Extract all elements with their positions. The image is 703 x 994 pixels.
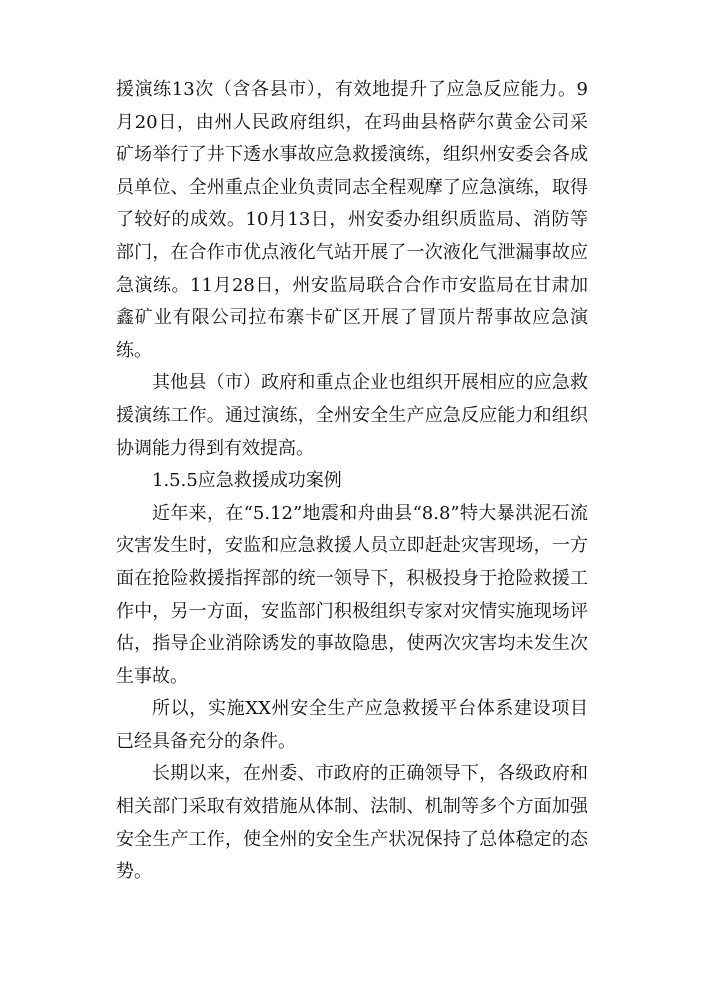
paragraph-county-drills: 其他县（市）政府和重点企业也组织开展相应的应急救援演练工作。通过演练，全州安全生产应急反应能力和组织协调能力得到有效提高。 xyxy=(116,372,588,459)
paragraph-drill-records: 援演练13次（含各县市），有效地提升了应急反应能力。9月20日，由州人民政府组织，在玛曲县格萨尔黄金公司采矿场举行了井下透水事故应急救援演练，组织州安委会各成员单位、全州重点企业负责同志全程观摩了应急演练，取得了较好的成效。10月13日，州安委办组织质监局、消防等部门，在合作市优点液化气站开展了一次液化气泄漏事故应急演练。11月28日，州安监局联合合作市安监局在甘肃加鑫矿业有限公司拉布寨卡矿区开展了冒顶片帮事故应急演练。 xyxy=(116,79,588,361)
paragraph-leadership: 长期以来，在州委、市政府的正确领导下，各级政府和相关部门采取有效措施从体制、法制、机制等多个方面加强安全生产工作，使全州的安全生产状况保持了总体稳定的态势。 xyxy=(116,763,588,883)
paragraph-conclusion: 所以，实施XX州安全生产应急救援平台体系建设项目已经具备充分的条件。 xyxy=(116,698,588,752)
section-heading-rescue-cases: 1.5.5应急救援成功案例 xyxy=(152,470,342,492)
paragraph-disaster-response: 近年来，在“5.12”地震和舟曲县“8.8”特大暴洪泥石流灾害发生时，安监和应急救援人员立即赶赴灾害现场，一方面在抢险救援指挥部的统一领导下，积极投身于抢险救援工作中，另一方面，安监部门积极组织专家对灾情实施现场评估，指导企业消除诱发的事故隐患，使两次灾害均未发生次生事故。 xyxy=(116,502,588,687)
document-body xyxy=(116,74,588,889)
